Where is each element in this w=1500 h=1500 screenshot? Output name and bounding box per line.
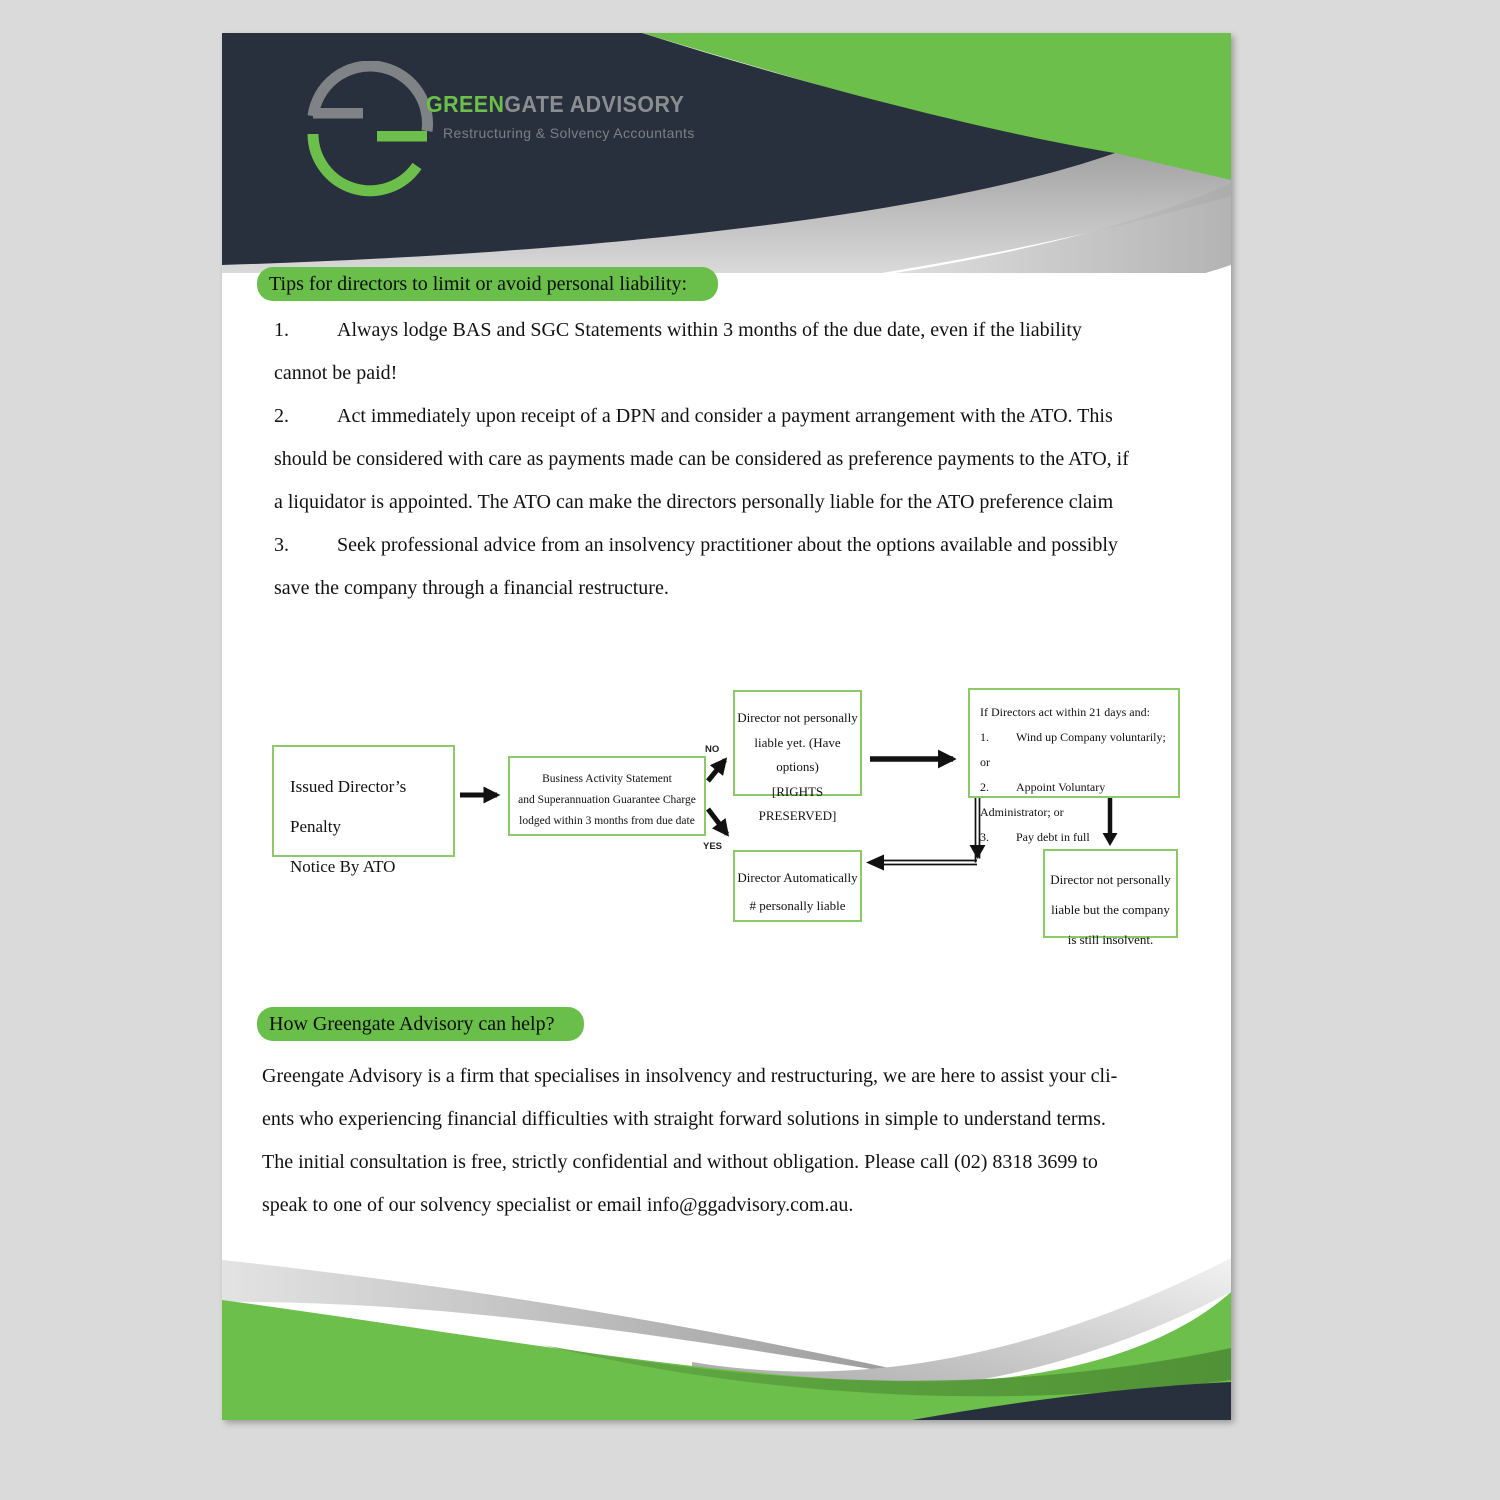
- help-heading: How Greengate Advisory can help?: [257, 1007, 584, 1041]
- tips-list: [274, 309, 1219, 610]
- flow-box-line: Notice By ATO: [290, 857, 396, 876]
- brand-name: [426, 91, 684, 118]
- tips-item-line: a liquidator is appointed. The ATO can make the directors personally liable for the ATO preference claim: [274, 491, 1114, 513]
- flow-item-text: Appoint Voluntary Administrator; or: [980, 780, 1106, 819]
- tips-item-line: [274, 395, 1219, 438]
- tips-item-number: 3.: [274, 534, 289, 556]
- flow-item-text: Wind up Company voluntarily; or: [980, 730, 1166, 769]
- tips-item-text: Act immediately upon receipt of a DPN and consider a payment arrangement with the ATO. This: [337, 405, 1113, 427]
- flow-box-automatically-liable: [733, 850, 862, 922]
- help-paragraph: [262, 1055, 1182, 1227]
- flow-label-no: NO: [705, 744, 720, 755]
- flow-box-line: Business Activity Statement: [542, 773, 672, 785]
- footer-artwork: [222, 1230, 1231, 1420]
- flow-box-line: liable but the company: [1051, 902, 1170, 917]
- flow-item-number: 3.: [980, 830, 989, 844]
- flow-box-line: If Directors act within 21 days and:: [980, 705, 1150, 719]
- brand-name-gray: GATE ADVISORY: [504, 91, 685, 117]
- tips-item-line: [274, 524, 1219, 567]
- flow-box-still-insolvent: [1043, 849, 1178, 947]
- flow-box-issued-dpn: [272, 745, 455, 876]
- tips-item-number: 1.: [274, 319, 289, 341]
- flow-box-line: is still insolvent.: [1067, 932, 1154, 947]
- flow-box-line: Director not personally: [1050, 872, 1171, 887]
- flow-box-line: lodged within 3 months from due date: [519, 815, 695, 827]
- flow-box-not-liable-yet: [733, 690, 862, 823]
- brand-tagline: Restructuring & Solvency Accountants: [443, 125, 695, 141]
- flow-box-line: liable yet. (Have options): [754, 734, 841, 774]
- tips-heading: Tips for directors to limit or avoid personal liability:: [257, 267, 718, 301]
- help-line: Greengate Advisory is a firm that specialises in insolvency and restructuring, we are here to assist your cli-: [262, 1065, 1118, 1087]
- document-page: [222, 33, 1231, 1420]
- tips-item-text: Seek professional advice from an insolvency practitioner about the options available and possibly: [337, 534, 1118, 556]
- tips-item-line: save the company through a financial restructure.: [274, 577, 669, 599]
- flow-box-act-within-21-days: [968, 688, 1180, 844]
- tips-item-line: [274, 309, 1219, 352]
- tips-item-number: 2.: [274, 405, 289, 427]
- help-line: speak to one of our solvency specialist or email info@ggadvisory.com.au.: [262, 1194, 854, 1216]
- flow-box-line: [RIGHTS PRESERVED]: [758, 783, 837, 823]
- flow-box-line: Director Automatically: [737, 870, 858, 885]
- flow-box-line: [980, 725, 1172, 775]
- flow-item-number: 1.: [980, 730, 989, 744]
- greengate-logo-icon: [302, 61, 442, 201]
- flow-box-line: [980, 775, 1172, 825]
- flow-box-line: and Superannuation Guarantee Charge: [518, 794, 696, 806]
- help-line: ents who experiencing financial difficulties with straight forward solutions in simple to understand terms.: [262, 1108, 1106, 1130]
- tips-item-line: cannot be paid!: [274, 362, 398, 384]
- flow-box-line: # personally liable: [749, 898, 846, 913]
- flow-box-bas-lodged: [508, 756, 706, 836]
- flow-box-line: [980, 825, 1172, 850]
- flow-box-line: Director not personally: [737, 710, 858, 725]
- flow-label-yes: YES: [703, 841, 723, 852]
- tips-item-text: Always lodge BAS and SGC Statements within 3 months of the due date, even if the liability: [337, 319, 1082, 341]
- flow-box-line: Issued Director’s Penalty: [290, 777, 407, 836]
- flow-item-number: 2.: [980, 780, 989, 794]
- flow-item-text: Pay debt in full: [1016, 830, 1090, 844]
- tips-item-line: should be considered with care as payments made can be considered as preference payments to the ATO, if: [274, 448, 1129, 470]
- help-line: The initial consultation is free, strictly confidential and without obligation. Please call (02) 8318 3699 to: [262, 1151, 1098, 1173]
- brand-name-green: GREEN: [426, 91, 505, 117]
